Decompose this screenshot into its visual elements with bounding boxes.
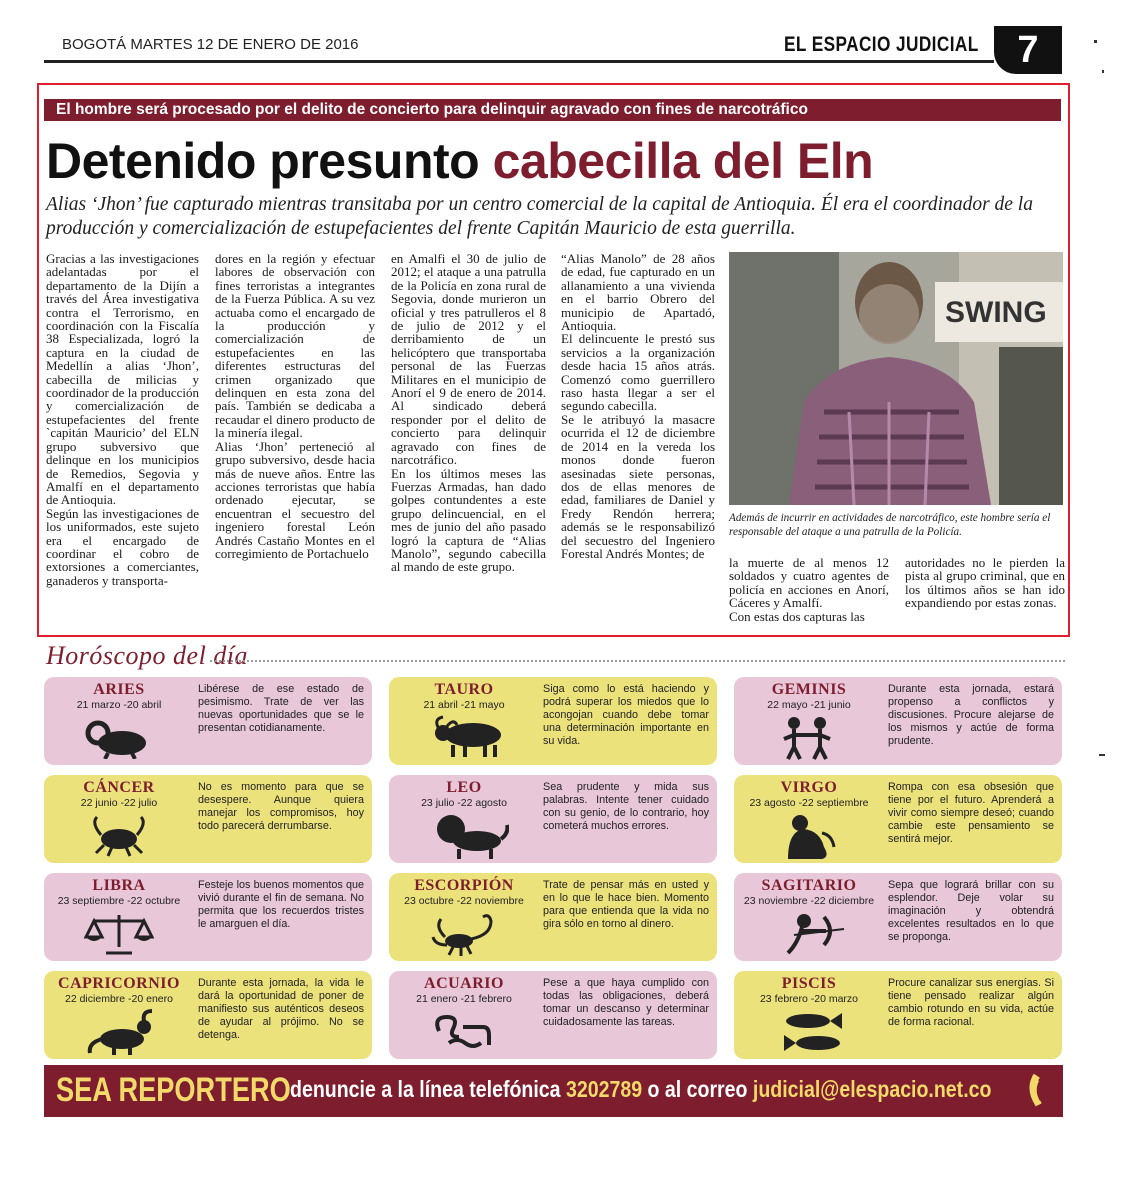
banner-text-1: denuncie a la línea telefónica <box>290 1076 566 1102</box>
sign-text: Festeje los buenos momentos que vivió durante el fin de semana. No permita que los recuerdos tristes le amarguen el día. <box>198 879 364 930</box>
horoscope-card-leo <box>389 775 717 863</box>
scan-speck <box>1102 70 1104 73</box>
article-column-5: la muerte de al menos 12 soldados y cuatro agentes de policía en acciones en Anorí, Cáceres y Amalfí. Con estas dos capturas las <box>729 555 889 624</box>
sign-text: Durante esta jornada, estará propenso a conflictos y discusiones. Procure alejarse de los mismos y actúe de forma prudente. <box>888 683 1054 747</box>
sign-name: GEMINIS <box>771 681 847 698</box>
page-number: 7 <box>994 26 1062 74</box>
maiden-icon <box>774 813 844 859</box>
phone-icon <box>1027 1073 1053 1109</box>
scorpion-icon <box>429 911 499 957</box>
horoscope-card-cancer <box>44 775 372 863</box>
sign-text: Libérese de ese estado de pesimismo. Trate de ver las nuevas oportunidades que se le presentan cotidianamente. <box>198 683 364 734</box>
goat-icon <box>84 1009 164 1055</box>
sign-name: SAGITARIO <box>761 877 857 894</box>
headline-part-2: cabecilla del Eln <box>492 133 874 189</box>
suspect-photo-illustration <box>729 252 1063 505</box>
article-kicker: El hombre será procesado por el delito de concierto para delinquir agravado con fines de narcotráfico <box>44 99 1061 121</box>
sign-name: ARIES <box>93 681 145 698</box>
sign-text: Procure canalizar sus energías. Si tiene pensado realizar algún cambio rotundo en su vida, actúe de forma racional. <box>888 977 1054 1028</box>
horoscope-card-tauro <box>389 677 717 765</box>
sign-dates: 23 agosto -22 septiembre <box>749 797 869 809</box>
ram-icon <box>84 715 154 759</box>
archer-icon <box>774 911 854 957</box>
horoscope-card-libra <box>44 873 372 961</box>
photo-sign-text: SWING <box>945 296 1047 329</box>
bull-icon <box>429 715 509 759</box>
horoscope-card-geminis <box>734 677 1062 765</box>
article-headline <box>46 131 873 191</box>
water-bearer-icon <box>429 1009 499 1055</box>
sign-text: Pese a que haya cumplido con todas las obligaciones, deberá tomar un descanso y determinar cuidadosamente las tareas. <box>543 977 709 1028</box>
sign-name: VIRGO <box>780 779 838 796</box>
horoscope-card-piscis <box>734 971 1062 1059</box>
suspect-photo <box>729 252 1063 505</box>
horoscope-card-aries <box>44 677 372 765</box>
article-column-3: en Amalfi el 30 de julio de 2012; el ataque a una patrulla de la Policía en zona rural de Segovia, donde murieron un oficial y tres patrulleros el 8 de julio de 2012 y el derribamiento de un helicóptero que transportaba personal de las Fuerzas Militares en el municipio de Anorí el 9 de enero de 2014. Al sindicado deberá responder por el delito de concierto para delinquir agravado con fines de narcotráfico. En los últimos meses las Fuerzas Armadas, han dado golpes contundentes a este grupo delincuencial, en el mes de junio del año pasado logró la captura de “Alias Manolo”, segundo cabecilla al mando de este grupo. <box>391 251 546 575</box>
article-column-6: autoridades no le pierden la pista al grupo criminal, que en los últimos años se han ido expandiendo por estas zonas. <box>905 555 1065 611</box>
horoscope-card-sagitario <box>734 873 1062 961</box>
header-rule <box>44 60 994 63</box>
article-column-1: Gracias a las investigaciones adelantadas por el departamento de la Dijín a través del Área investigativa contra el Terrorismo, en coordinación con la Fiscalía 38 Especializada, logró la captura en la ciudad de Medellín a alias ‘Jhon’, cabecilla de milicias y coordinador de la producción y comercialización de estupefacientes del frente `capitán Mauricio’ del ELN grupo subversivo que delinque en los municipios de Remedios, Segovia y Amalfí en el departamento de Antioquia. Según las investigaciones de los uniformados, este sujeto era el encargado de coordinar el cobro de extorsiones a comerciantes, ganaderos y transporta- <box>46 251 199 588</box>
issue-date: BOGOTÁ MARTES 12 DE ENERO DE 2016 <box>62 36 359 53</box>
sign-name: PISCIS <box>781 975 837 992</box>
sign-text: Durante esta jornada, la vida le dará la oportunidad de poner de manifiesto sus auténticos deseos de ayudar al prójimo. No se detenga. <box>198 977 364 1041</box>
sign-text: Trate de pensar más en usted y en lo que le hace bien. Momento para que entienda que la vida no gira sólo en torno al dinero. <box>543 879 709 930</box>
section-title: EL ESPACIO JUDICIAL <box>784 33 979 56</box>
horoscope-title: Horóscopo del día <box>46 641 249 670</box>
horoscope-card-acuario <box>389 971 717 1059</box>
scan-speck <box>1099 754 1105 756</box>
sign-name: LEO <box>446 779 482 796</box>
horoscope-card-capricornio <box>44 971 372 1059</box>
sign-name: ESCORPIÓN <box>414 877 514 894</box>
twins-icon <box>774 715 844 761</box>
horoscope-card-virgo <box>734 775 1062 863</box>
article-column-4: “Alias Manolo” de 28 años de edad, fue capturado en un allanamiento a una vivienda en el barrio Obrero del municipio de Apartadó, Antioquia. El delincuente le prestó sus servicios a la organización desde hacia 15 años atrás. Comenzó como guerrillero raso hasta llegar a ser el segundo cabecilla. Se le atribuyó la masacre ocurrida el 12 de diciembre de 2014 en la vereda los monos donde fueron asesinadas siete personas, dos de ellas menores de edad, familiares de Daniel y Fredy Rendón herrera; además se le responsabilizó del secuestro del Ingeniero Forestal Andrés Montes; de <box>561 251 715 561</box>
banner-text <box>290 1076 991 1103</box>
sign-dates: 21 marzo -20 abril <box>76 699 162 711</box>
sign-dates: 23 noviembre -22 diciembre <box>743 895 875 907</box>
reporter-banner <box>44 1065 1063 1117</box>
sign-dates: 22 mayo -21 junio <box>767 699 851 711</box>
horoscope-card-escorpion <box>389 873 717 961</box>
scales-icon <box>84 911 154 955</box>
sign-dates: 23 julio -22 agosto <box>421 797 507 809</box>
fish-icon <box>774 1009 854 1055</box>
lion-icon <box>429 813 509 859</box>
sign-dates: 23 febrero -20 marzo <box>759 993 859 1005</box>
article-deck: Alias ‘Jhon’ fue capturado mientras transitaba por un centro comercial de la capital de Antioquia. Él era el coordinador de la producción y comercialización de estupefacientes del frente Capitán Mauricio de esta guerrilla. <box>46 194 1033 239</box>
crab-icon <box>84 813 154 857</box>
banner-text-2: o al correo <box>642 1076 753 1102</box>
sign-name: CAPRICORNIO <box>58 975 180 992</box>
sign-text: Rompa con esa obsesión que tiene por el futuro. Aprenderá a vivir como siempre deseó; cuando cambie este pensamiento se sentirá mejor. <box>888 781 1054 845</box>
sign-name: CÁNCER <box>83 779 155 796</box>
sign-dates: 21 enero -21 febrero <box>416 993 512 1005</box>
sign-dates: 23 octubre -22 noviembre <box>404 895 524 907</box>
sign-name: TAURO <box>434 681 494 698</box>
photo-caption: Además de incurrir en actividades de narcotráfico, este hombre sería el responsable del ataque a una patrulla de la Policía. <box>729 512 1051 538</box>
sign-text: Sepa que logrará brillar con su esplendor. Deje volar su imaginación y obtendrá excelentes resultados en lo que se proponga. <box>888 879 1054 943</box>
banner-email[interactable]: judicial@elespacio.net.co <box>752 1076 992 1102</box>
sign-text: Siga como lo está haciendo y podrá superar los miedos que lo acongojan cuando debe tomar una determinación importante en su vida. <box>543 683 709 747</box>
banner-phone[interactable]: 3202789 <box>565 1076 643 1102</box>
sign-dates: 23 septiembre -22 octubre <box>57 895 181 907</box>
horoscope-rule <box>210 660 1065 662</box>
sign-dates: 22 diciembre -20 enero <box>65 993 173 1005</box>
sign-dates: 22 junio -22 julio <box>80 797 158 809</box>
sign-text: Sea prudente y mida sus palabras. Intente tener cuidado con su genio, de lo contrario, hoy cometerá muchos errores. <box>543 781 709 832</box>
sign-text: No es momento para que se desespere. Aunque quiera manejar los compromisos, hoy todo parecerá derrumbarse. <box>198 781 364 832</box>
scan-speck <box>1094 40 1097 43</box>
headline-part-1: Detenido presunto <box>46 133 493 189</box>
sign-dates: 21 abril -21 mayo <box>423 699 505 711</box>
sign-name: ACUARIO <box>424 975 504 992</box>
sign-name: LIBRA <box>92 877 146 894</box>
banner-title: SEA REPORTERO <box>56 1071 291 1109</box>
article-column-2: dores en la región y efectuar labores de observación con fines terroristas a integrantes de la Fuerza Pública. A su vez actuaba como el encargado de la producción y comercialización de estupefacientes en las diferentes estructuras del crimen organizado que delinquen en esta zona del país. También se dedicaba a recaudar el dinero producto de la minería ilegal. Alias ‘Jhon’ perteneció al grupo subversivo, desde hacia más de nueve años. Entre las acciones terroristas que había ordenado ejecutar, se encuentran el secuestro del ingeniero forestal León Andrés Castaño Montes en el corregimiento de Portachuelo <box>215 251 375 561</box>
